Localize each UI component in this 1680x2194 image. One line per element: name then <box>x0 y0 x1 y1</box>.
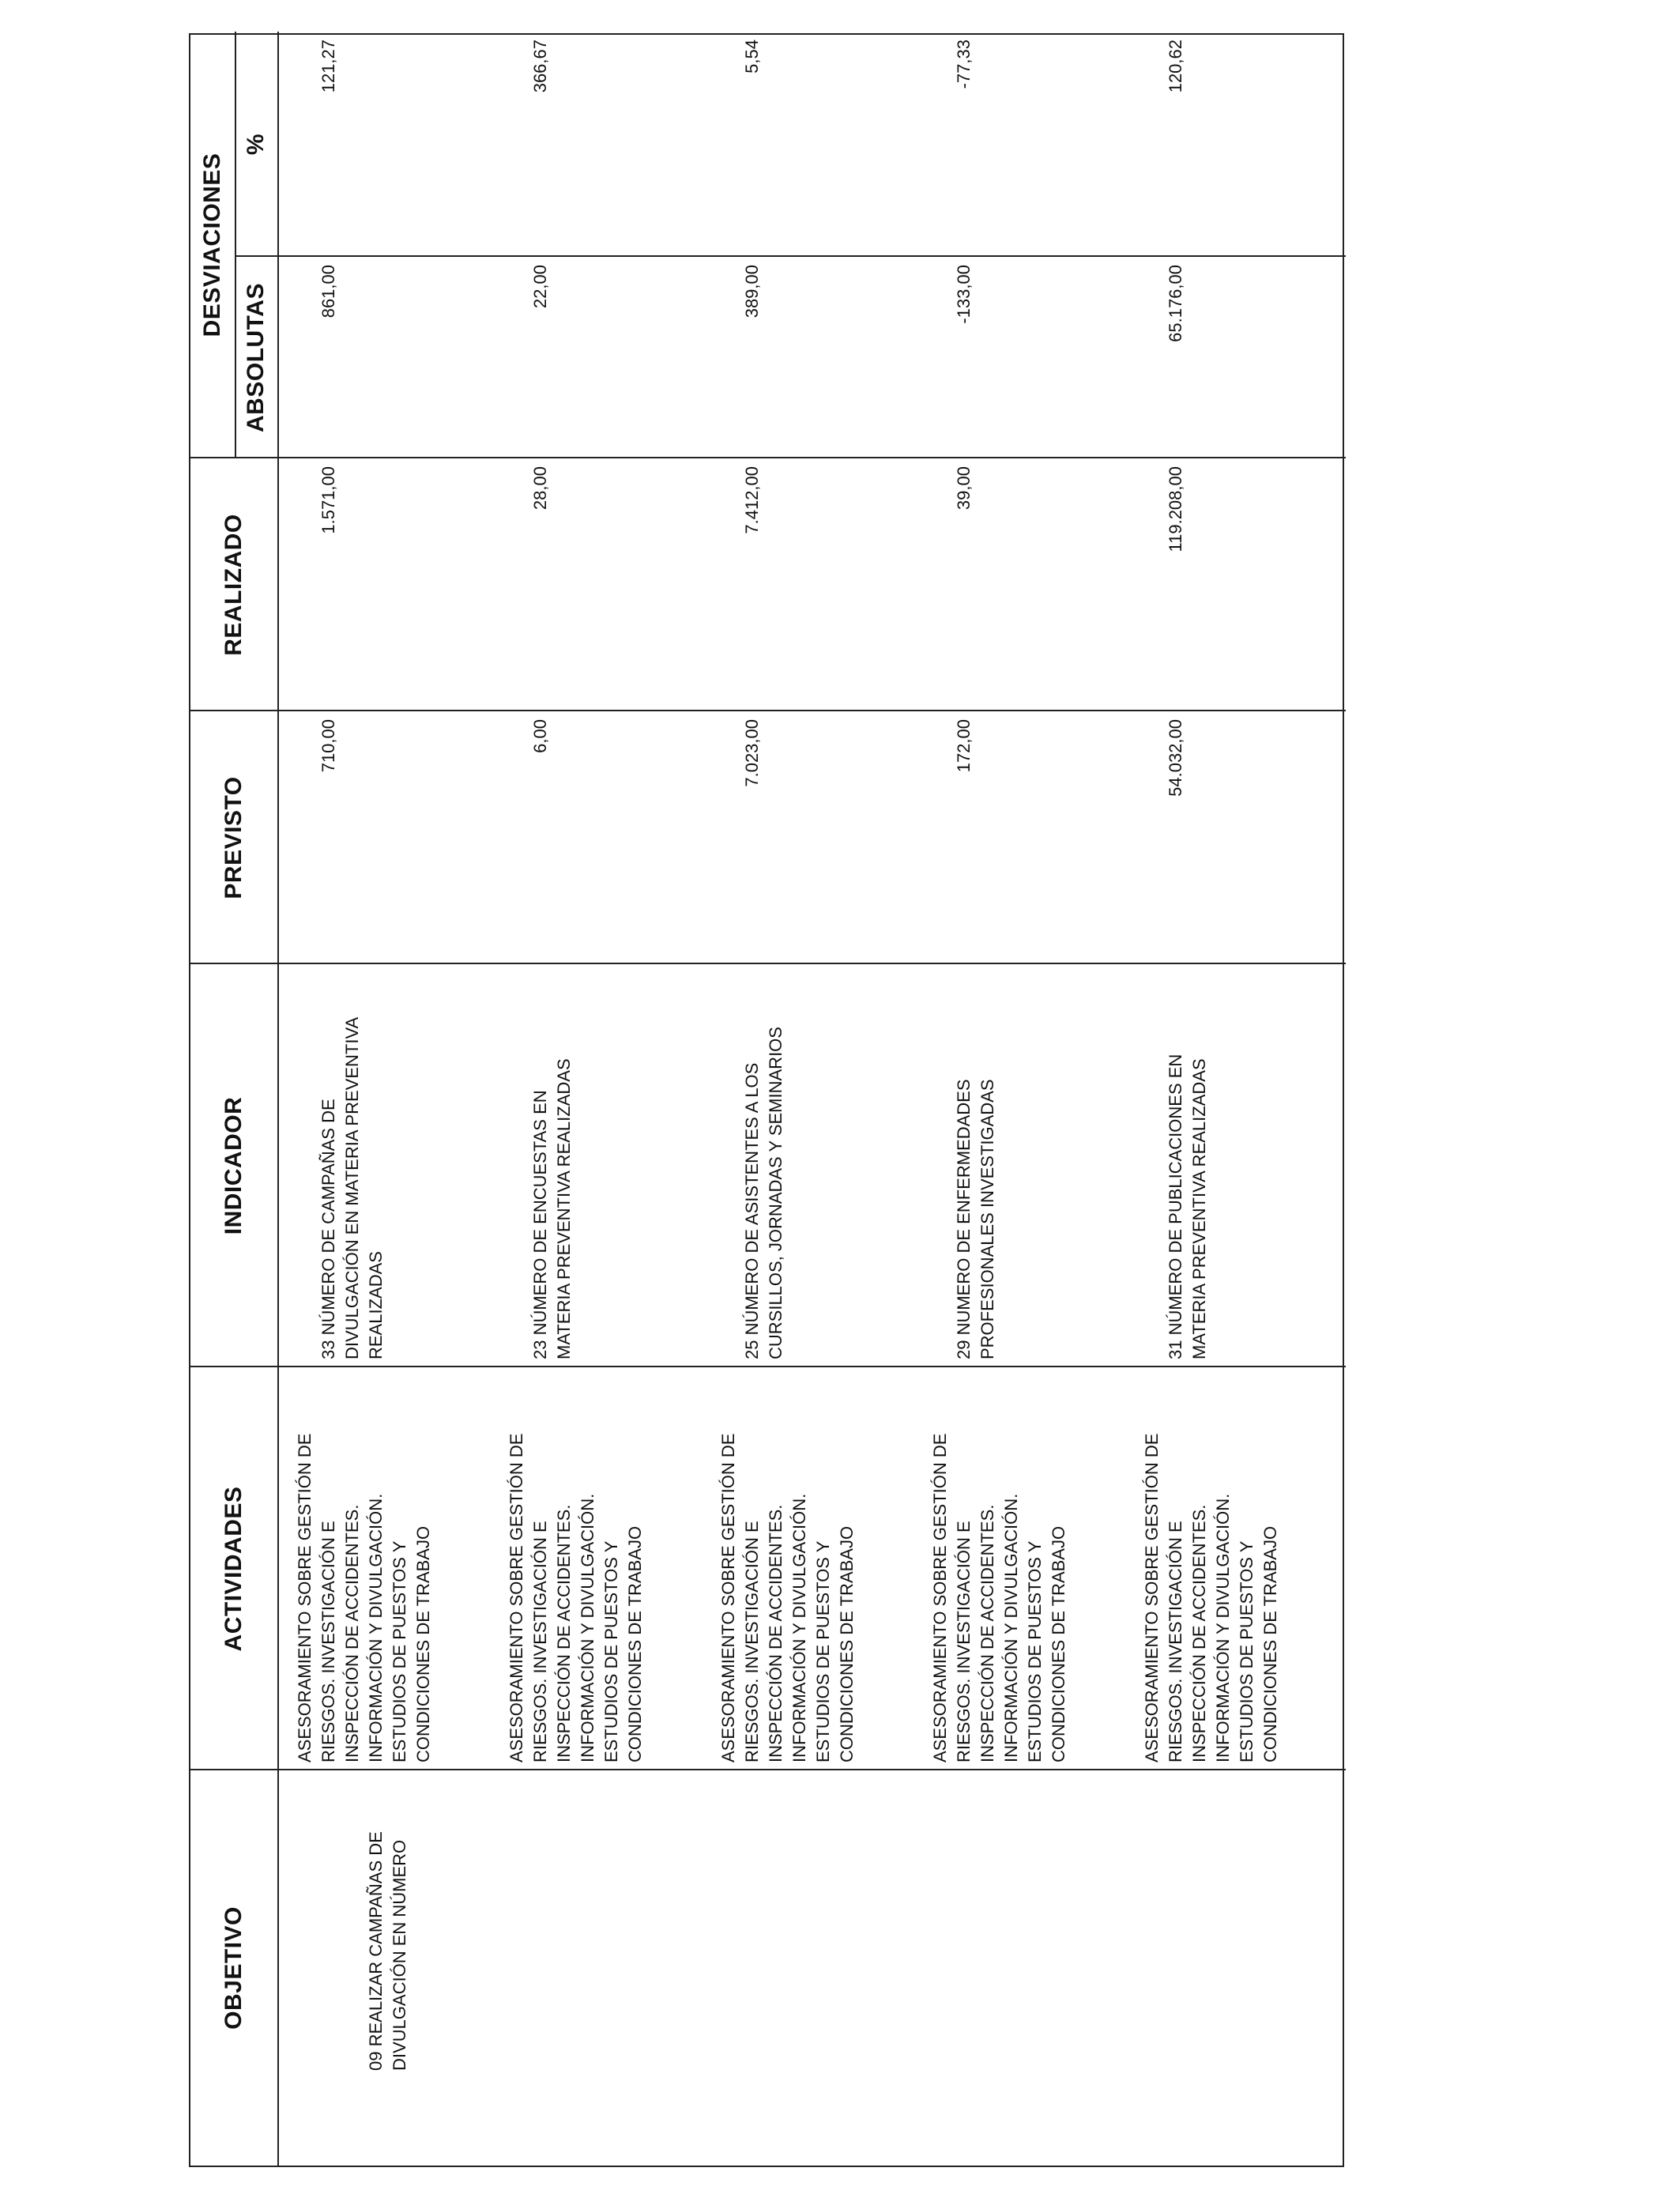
realizado-2: 28,00 <box>530 466 550 511</box>
objetivo-text: 09 REALIZAR CAMPAÑAS DE DIVULGACIÓN EN NÚMERO <box>366 1831 409 2071</box>
realizado-5: 119.208,00 <box>1166 466 1185 552</box>
indicador-4: 29 NUMERO DE ENFERMEDADES PROFESIONALES INVESTIGADAS <box>954 1079 997 1359</box>
previsto-1: 710,00 <box>318 719 338 773</box>
desviaciones-divider <box>235 32 236 458</box>
results-table <box>189 33 1344 2167</box>
header-indicador: INDICADOR <box>220 1096 247 1235</box>
header-absolutas: ABSOLUTAS <box>243 283 269 432</box>
actividad-5: ASESORAMIENTO SOBRE GESTIÓN DE RIESGOS. INVESTIGACIÓN E INSPECCIÓN DE ACCIDENTES. INFORMACIÓN Y DIVULGACIÓN. ESTUDIOS DE PUESTOS Y CONDICIONES DE TRABAJO <box>1142 1433 1280 1762</box>
previsto-4: 172,00 <box>954 719 974 773</box>
header-divider <box>277 32 279 2166</box>
actividad-1: ASESORAMIENTO SOBRE GESTIÓN DE RIESGOS. INVESTIGACIÓN E INSPECCIÓN DE ACCIDENTES. INFORMACIÓN Y DIVULGACIÓN. ESTUDIOS DE PUESTOS Y CONDICIONES DE TRABAJO <box>295 1433 433 1762</box>
header-actividades: ACTIVIDADES <box>220 1486 247 1652</box>
realizado-1: 1.571,00 <box>318 466 338 534</box>
absolutas-4: -133,00 <box>954 265 974 324</box>
actividad-3: ASESORAMIENTO SOBRE GESTIÓN DE RIESGOS. INVESTIGACIÓN E INSPECCIÓN DE ACCIDENTES. INFORMACIÓN Y DIVULGACIÓN. ESTUDIOS DE PUESTOS Y CONDICIONES DE TRABAJO <box>718 1433 857 1762</box>
rotated-page <box>189 33 1344 2167</box>
actividad-4: ASESORAMIENTO SOBRE GESTIÓN DE RIESGOS. INVESTIGACIÓN E INSPECCIÓN DE ACCIDENTES. INFORMACIÓN Y DIVULGACIÓN. ESTUDIOS DE PUESTOS Y CONDICIONES DE TRABAJO <box>930 1433 1068 1762</box>
previsto-2: 6,00 <box>530 719 550 753</box>
absolutas-3: 389,00 <box>742 265 762 319</box>
porcentaje-3: 5,54 <box>742 40 762 74</box>
porcentaje-2: 366,67 <box>530 40 550 93</box>
indicador-5: 31 NÚMERO DE PUBLICACIONES EN MATERIA PREVENTIVA REALIZADAS <box>1166 1054 1209 1359</box>
absolutas-2: 22,00 <box>530 265 550 309</box>
porcentaje-5: 120,62 <box>1166 40 1185 93</box>
col-divider-2 <box>190 1366 1346 1367</box>
previsto-5: 54.032,00 <box>1166 719 1185 797</box>
col-divider-1 <box>190 1769 1346 1770</box>
absolutas-1: 861,00 <box>318 265 338 319</box>
header-realizado: REALIZADO <box>220 514 247 656</box>
previsto-3: 7.023,00 <box>742 719 762 787</box>
indicador-3: 25 NÚMERO DE ASISTENTES A LOS CURSILLOS, JORNADAS Y SEMINARIOS <box>742 1027 785 1359</box>
header-desviaciones: DESVIACIONES <box>199 153 225 337</box>
absolutas-5: 65.176,00 <box>1166 265 1185 342</box>
realizado-4: 39,00 <box>954 466 974 511</box>
header-objetivo: OBJETIVO <box>220 1906 247 2030</box>
indicador-1: 33 NÚMERO DE CAMPAÑAS DE DIVULGACIÓN EN MATERIA PREVENTIVA REALIZADAS <box>318 1016 386 1359</box>
porcentaje-1: 121,27 <box>318 40 338 93</box>
porcentaje-4: -77,33 <box>954 40 974 89</box>
header-porcentaje: % <box>243 133 269 156</box>
header-previsto: PREVISTO <box>220 776 247 899</box>
realizado-3: 7.412,00 <box>742 466 762 534</box>
indicador-2: 23 NÚMERO DE ENCUESTAS EN MATERIA PREVENTIVA REALIZADAS <box>530 1058 574 1359</box>
actividad-2: ASESORAMIENTO SOBRE GESTIÓN DE RIESGOS. INVESTIGACIÓN E INSPECCIÓN DE ACCIDENTES. INFORMACIÓN Y DIVULGACIÓN. ESTUDIOS DE PUESTOS Y CONDICIONES DE TRABAJO <box>507 1433 645 1762</box>
